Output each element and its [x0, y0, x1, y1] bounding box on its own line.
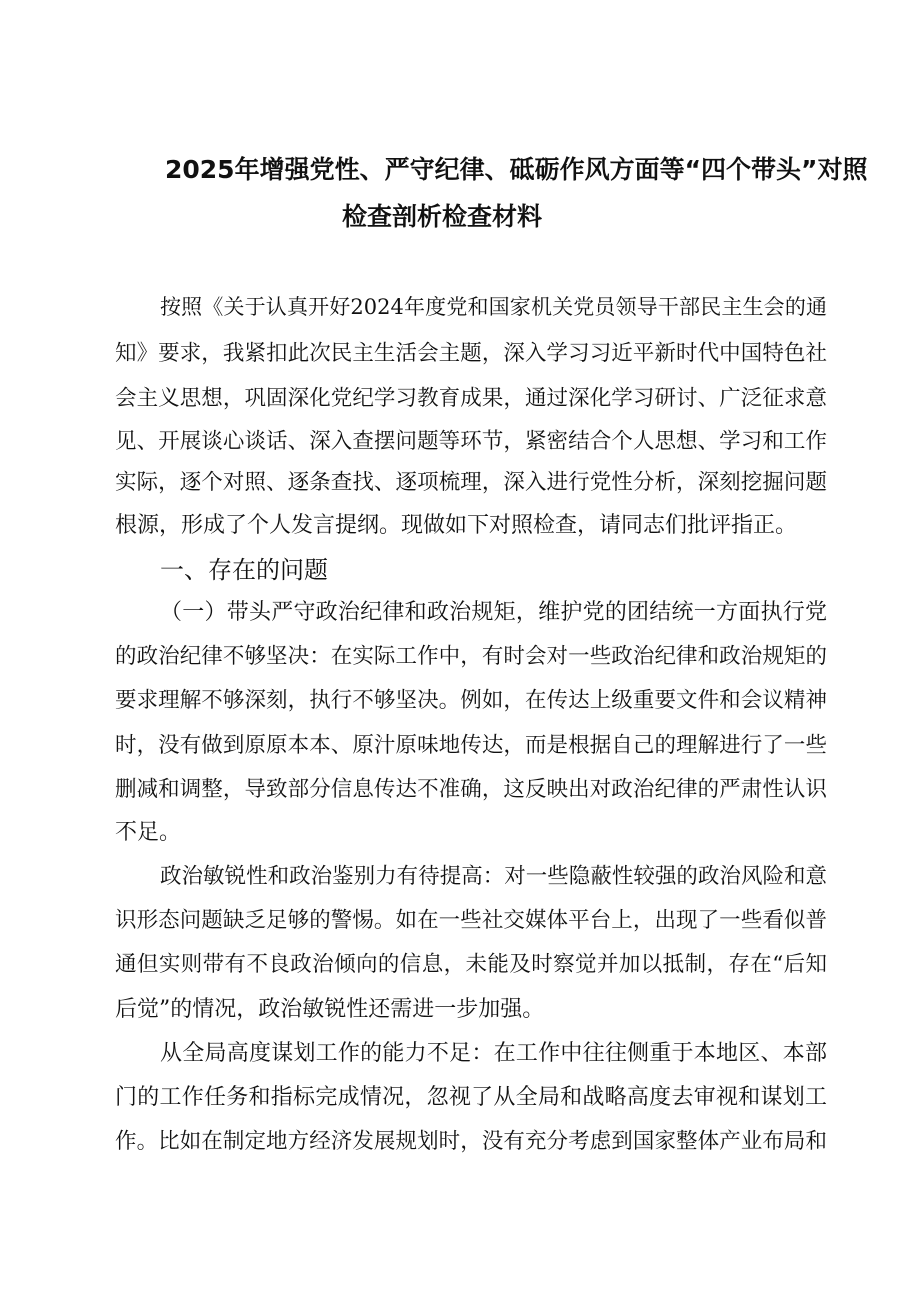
paragraph-line: 作。比如在制定地方经济发展规划时，没有充分考虑到国家整体产业布局和: [115, 1129, 827, 1154]
document-title-line-2: 检查剖析检查材料: [342, 202, 543, 231]
paragraph-line: 见、开展谈心谈话、深入查摆问题等环节，紧密结合个人思想、学习和工作: [115, 429, 827, 454]
paragraph-line: 实际，逐个对照、逐条查找、逐项梳理，深入进行党性分析，深刻挖掘问题: [115, 470, 827, 495]
paragraph-line: 根源，形成了个人发言提纲。现做如下对照检查，请同志们批评指正。: [115, 513, 798, 538]
paragraph-line: 识形态问题缺乏足够的警惕。如在一些社交媒体平台上，出现了一些看似普: [115, 908, 827, 933]
paragraph-line: 不足。: [115, 820, 182, 845]
paragraph-line: 会主义思想，巩固深化党纪学习教育成果，通过深化学习研讨、广泛征求意: [115, 386, 827, 411]
document-title-line-1: 2025年增强党性、严守纪律、砥砺作风方面等“四个带头”对照: [165, 155, 868, 184]
paragraph-line: 知》要求，我紧扣此次民主生活会主题，深入学习习近平新时代中国特色社: [115, 341, 827, 366]
paragraph-line: 通但实则带有不良政治倾向的信息，未能及时察觉并加以抵制，存在“后知: [115, 952, 827, 977]
paragraph-line: 删减和调整，导致部分信息传达不准确，这反映出对政治纪律的严肃性认识: [115, 777, 827, 802]
paragraph-line: （一）带头严守政治纪律和政治规矩，维护党的团结统一方面执行党: [160, 600, 827, 625]
paragraph-line: 按照《关于认真开好2024年度党和国家机关党员领导干部民主生会的通: [160, 295, 827, 319]
paragraph-line: 门的工作任务和指标完成情况，忽视了从全局和战略高度去审视和谋划工: [115, 1085, 827, 1110]
paragraph-line: 的政治纪律不够坚决：在实际工作中，有时会对一些政治纪律和政治规矩的: [115, 644, 827, 669]
paragraph-line: 后觉”的情况，政治敏锐性还需进一步加强。: [115, 997, 545, 1022]
paragraph-line: 时，没有做到原原本本、原汁原味地传达，而是根据自己的理解进行了一些: [115, 733, 827, 758]
section-heading: 一、存在的问题: [160, 556, 328, 584]
paragraph-line: 从全局高度谋划工作的能力不足：在工作中往往侧重于本地区、本部: [160, 1041, 827, 1066]
paragraph-line: 要求理解不够深刻，执行不够坚决。例如，在传达上级重要文件和会议精神: [115, 688, 827, 713]
paragraph-line: 政治敏锐性和政治鉴别力有待提高：对一些隐蔽性较强的政治风险和意: [160, 864, 827, 889]
